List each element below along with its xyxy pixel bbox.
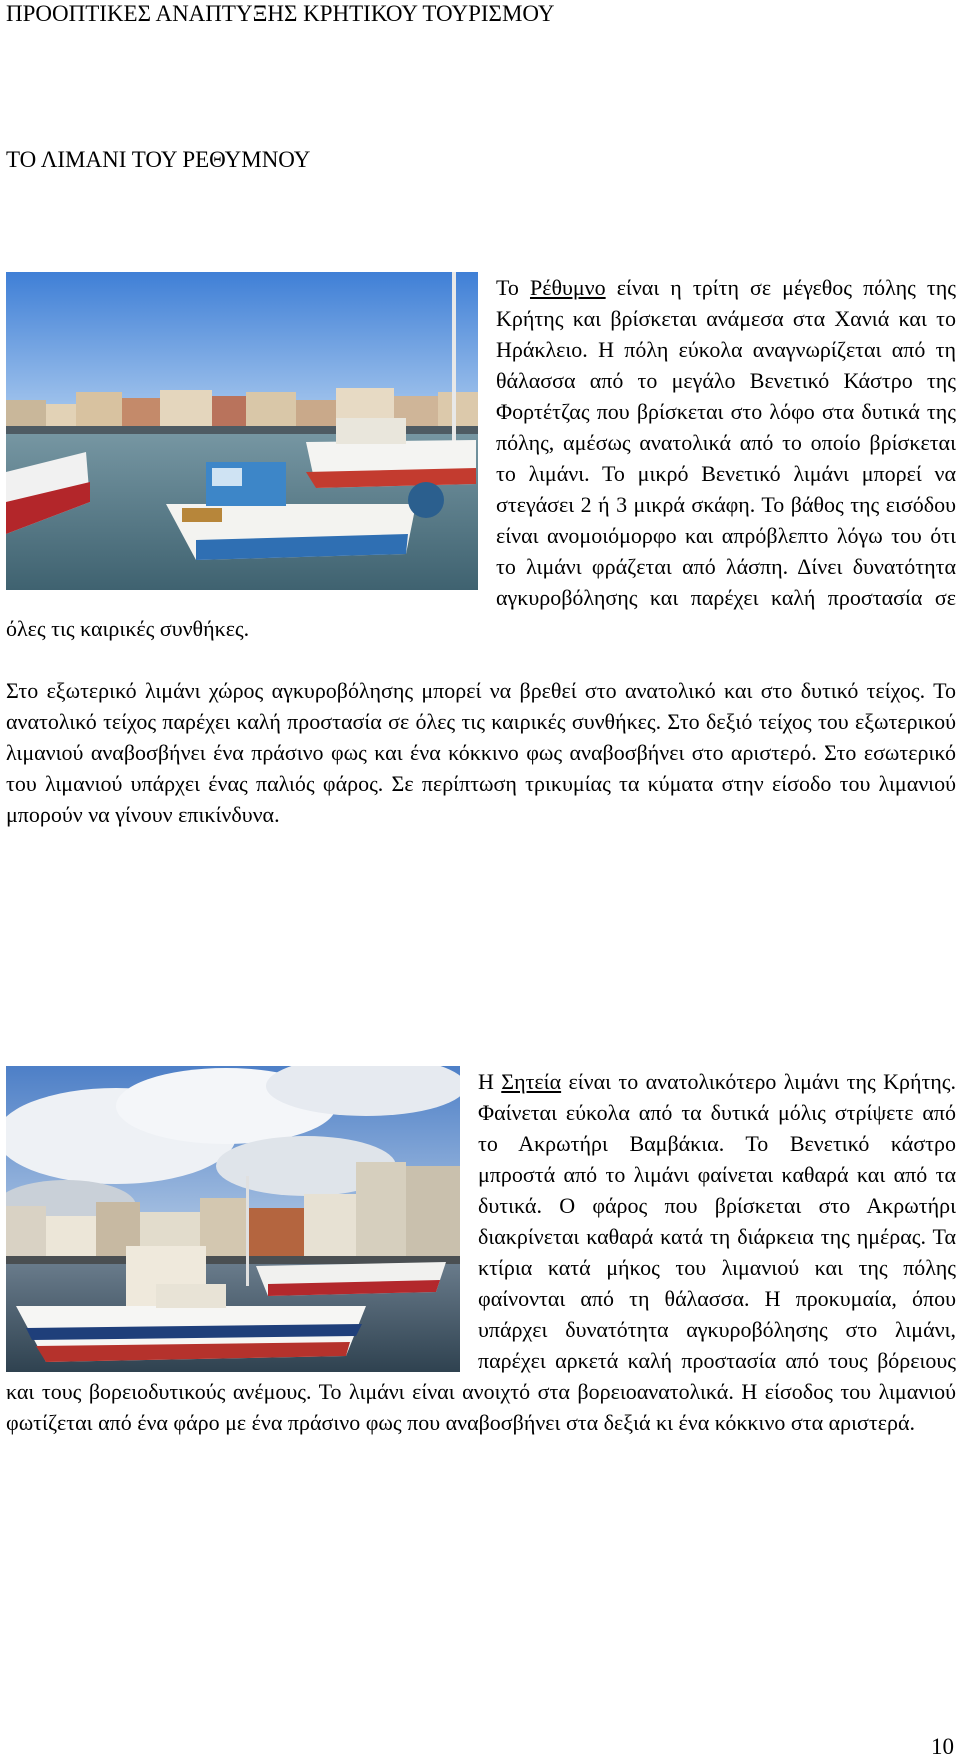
rethymno-harbour-photo (6, 272, 478, 590)
siteia-link[interactable]: Σητεία (501, 1069, 562, 1094)
rethymno-p1-text: είναι η τρίτη σε μέγεθος πόλης της Κρήτης και βρίσκεται ανάμεσα στα Χανιά και το Ηράκλειο. Η πόλη εύκολα αναγνωρίζεται από τη θάλασσα από το μεγάλο Βενετικό Κάστρο της Φορτέτζας που βρίσκεται στο λόφο στα δυτικά της πόλης, αμέσως ανατολικά από το οποίο βρίσκεται το λιμάνι. Το μικρό Βενετικό λιμάνι μπορεί να στεγάσει 2 ή 3 μικρά σκάφη. Το βάθος της εισόδου είναι ανομοιόμορφο και απρόβλεπτο λόγω του ότι το λιμάνι φράζεται από λάσπη. Δίνει δυνατότητα αγκυροβόλησης και παρέχει καλή προστασία σε όλες τις καιρικές συνθήκες. (6, 275, 956, 641)
rethymno-section (6, 272, 956, 830)
siteia-section (6, 1066, 956, 1438)
page-number: 10 (931, 1734, 954, 1759)
siteia-p1-text: είναι το ανατολικότερο λιμάνι της Κρήτης. Φαίνεται εύκολα από τα δυτικά μόλις στρίψετε από το Ακρωτήρι Βαμβάκια. Το Βενετικό κάστρο μπροστά από το λιμάνι φαίνεται καθαρά και από τα δυτικά. Ο φάρος που βρίσκεται στο Ακρωτήρι διακρίνεται καθαρά κατά τη διάρκεια της ημέρας. Τα κτίρια κατά μήκος του λιμανιού και της πόλης φαίνονται από τη θάλασσα. Η προκυμαία, όπου υπάρχει δυνατότητα αγκυροβόλησης στο λιμάνι, παρέχει αρκετά καλή προστασία από τους βόρειους και τους βορειοδυτικούς ανέμους. Το λιμάνι είναι ανοιχτό στα βορειοανατολικά. Η είσοδος του λιμανιού φωτίζεται από ένα φάρο με ένα πράσινο φως που αναβοσβήνει στα δεξιά κι ένα κόκκινο στα αριστερά. (6, 1069, 957, 1435)
section-title: ΤΟ ΛΙΜΑΝΙ ΤΟΥ ΡΕΘΥΜΝΟΥ (6, 147, 311, 172)
rethymno-paragraph-2: Στο εξωτερικό λιμάνι χώρος αγκυροβόλησης μπορεί να βρεθεί στο ανατολικό και στο δυτικό τείχος. Το ανατολικό τείχος παρέχει καλή προστασία σε όλες τις καιρικές συνθήκες. Στο δεξιό τείχος του εξωτερικού λιμανιού αναβοσβήνει ένα πράσινο φως και ένα κόκκινο φως αναβοσβήνει στο αριστερό. Στο εσωτερικό του λιμανιού υπάρχει ένας παλιός φάρος. Σε περίπτωση τρικυμίας τα κύματα στην είσοδο του λιμανιού μπορούν να γίνουν επικίνδυνα. (6, 678, 956, 827)
rethymno-link[interactable]: Ρέθυμνο (529, 275, 606, 300)
siteia-p1-prefix: Η (478, 1069, 502, 1094)
siteia-harbour-photo (6, 1066, 460, 1372)
document-header: ΠΡΟΟΠΤΙΚΕΣ ΑΝΑΠΤΥΞΗΣ ΚΡΗΤΙΚΟΥ ΤΟΥΡΙΣΜΟΥ (6, 1, 555, 26)
rethymno-p1-prefix: Το (496, 275, 530, 300)
